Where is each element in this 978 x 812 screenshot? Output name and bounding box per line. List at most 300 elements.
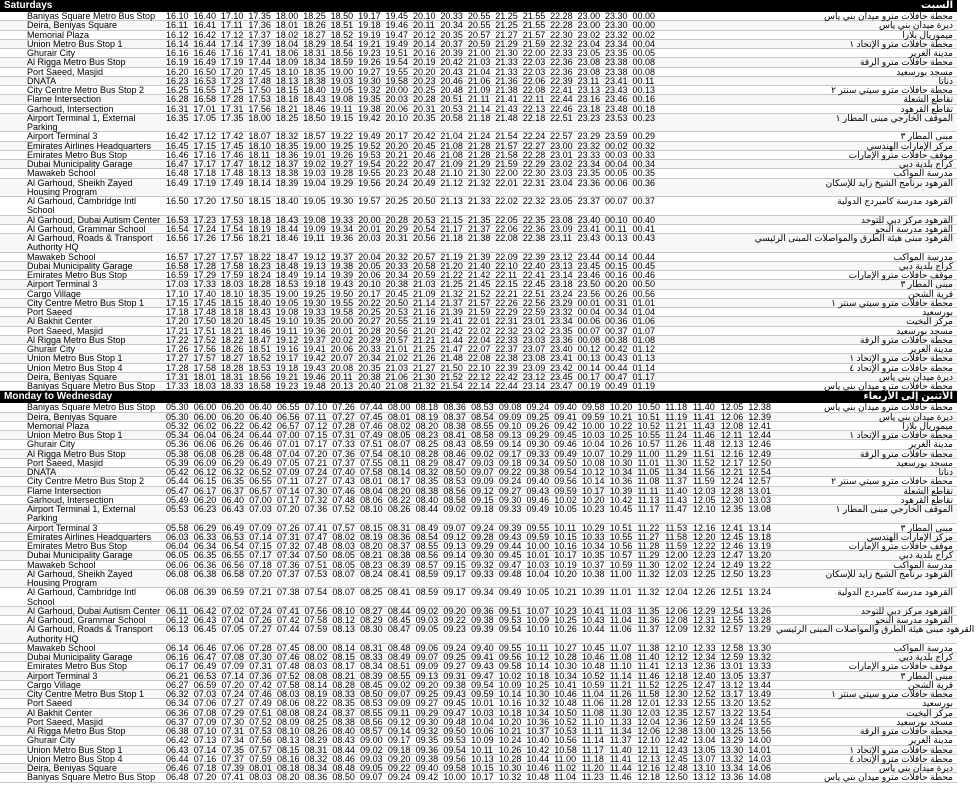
departure-time: 19.42	[358, 112, 381, 123]
departure-time: 07.29	[221, 707, 244, 718]
departure-time: 09.54	[554, 467, 577, 477]
departure-time: 09.29	[526, 430, 550, 440]
departure-time: 10.25	[609, 430, 633, 440]
departure-time: 07.39	[221, 763, 244, 773]
departure-times	[166, 151, 660, 159]
departure-time: 21.18	[440, 233, 463, 243]
departure-time: 11.36	[637, 615, 660, 625]
departure-time: 00.44	[605, 362, 628, 373]
departure-time: 18.27	[220, 353, 244, 364]
departure-time: 18.25	[275, 112, 299, 123]
departure-time: 18.35	[275, 140, 299, 151]
departure-time: 16.45	[166, 140, 189, 151]
departure-time: 19.27	[330, 159, 354, 169]
departure-time: 11.18	[582, 753, 604, 764]
departure-time: 07.36	[249, 670, 272, 681]
departure-time: 11.02	[554, 763, 577, 773]
departure-time: 16.59	[166, 270, 189, 280]
departure-time: 18.38	[275, 168, 299, 179]
departure-time: 12.55	[720, 615, 744, 625]
departure-time: 00.13	[577, 353, 601, 364]
departure-time: 10.19	[554, 559, 577, 570]
departure-time: 05.42	[166, 467, 189, 477]
departure-time: 23.45	[577, 260, 601, 271]
departure-time: 11.07	[609, 642, 632, 653]
departure-time: 22.44	[495, 381, 518, 391]
departure-time: 11.26	[665, 439, 688, 450]
departure-time: 10.52	[637, 420, 661, 431]
departure-time: 16.57	[166, 251, 189, 262]
departure-times	[166, 169, 660, 177]
departure-time: 11.40	[637, 652, 660, 662]
departure-time: 09.45	[443, 698, 466, 709]
departure-time: 12.36	[692, 661, 716, 672]
departure-time: 19.36	[330, 233, 354, 243]
departure-time: 23.34	[605, 38, 628, 49]
stop-name: Airport Terminal 3	[27, 279, 98, 290]
stop-name: Port Saeed, Masjid	[27, 66, 104, 77]
departure-time: 11.32	[637, 587, 660, 598]
departure-time: 21.00	[467, 48, 491, 58]
departure-time: 09.29	[471, 541, 494, 551]
departure-time: 20.32	[385, 251, 409, 262]
departure-time: 23.48	[605, 103, 628, 114]
departure-time: 08.44	[415, 504, 439, 514]
departure-time: 10.14	[498, 689, 522, 699]
departure-time: 07.41	[221, 772, 244, 783]
departure-time: 19.21	[275, 371, 299, 382]
departure-time: 19.30	[330, 196, 354, 206]
departure-time: 17.35	[248, 11, 271, 21]
stop-name-arabic: ميموريال بلازا	[902, 420, 953, 431]
departure-times	[166, 533, 776, 541]
departure-time: 18.09	[275, 57, 299, 68]
departure-time: 21.48	[440, 353, 463, 364]
departure-time: 21.45	[467, 279, 491, 290]
departure-time: 09.26	[526, 420, 550, 431]
departure-time: 23.32	[550, 307, 573, 317]
departure-time: 06.34	[193, 541, 217, 551]
departure-time: 10.17	[582, 485, 605, 496]
departure-time: 09.25	[415, 689, 439, 699]
departure-time: 13.55	[748, 716, 771, 727]
departure-time: 10.43	[582, 615, 605, 625]
departure-time: 00.37	[605, 325, 628, 336]
departure-time: 22.45	[522, 279, 546, 290]
departure-time: 07.09	[249, 522, 272, 533]
departure-time: 09.38	[415, 753, 439, 764]
departure-time: 23.14	[522, 381, 546, 391]
departure-time: 19.54	[358, 159, 381, 169]
departure-times	[166, 327, 660, 335]
departure-time: 09.25	[526, 411, 550, 422]
departure-time: 09.47	[471, 670, 494, 681]
stop-name: Memorial Plaza	[27, 29, 90, 40]
departure-time: 10.13	[471, 753, 494, 764]
departure-time: 06.40	[249, 402, 272, 413]
stop-name: Airport Terminal 1, External Parking	[27, 112, 136, 132]
departure-time: 09.58	[582, 402, 605, 413]
departure-time: 12.04	[637, 716, 661, 727]
departure-time: 22.39	[550, 75, 573, 86]
departure-time: 18.47	[275, 251, 299, 262]
departure-time: 08.57	[360, 726, 383, 736]
departure-time: 23.33	[577, 149, 601, 160]
departure-time: 12.59	[692, 716, 716, 727]
departure-time: 21.04	[440, 131, 463, 142]
departure-time: 21.40	[467, 260, 491, 271]
departure-time: 08.37	[443, 411, 466, 422]
departure-time: 12.17	[720, 457, 744, 468]
departure-time: 08.55	[360, 707, 383, 718]
departure-time: 18.03	[193, 381, 216, 391]
departure-time: 09.20	[443, 605, 466, 616]
departure-time: 13.54	[748, 707, 771, 718]
departure-time: 06.49	[249, 457, 272, 468]
timetable-section	[0, 0, 957, 391]
departure-time: 20.21	[385, 149, 409, 160]
departure-time: 07.30	[249, 652, 272, 662]
departure-time: 00.47	[605, 371, 628, 382]
departure-time: 11.44	[609, 763, 632, 773]
departure-time: 14.03	[748, 753, 771, 764]
departure-time: 07.20	[221, 679, 244, 690]
departure-time: 07.10	[304, 402, 328, 413]
departure-time: 23.29	[577, 131, 601, 142]
departure-time: 12.13	[665, 661, 688, 672]
section-title: Monday to Wednesday	[4, 391, 113, 403]
departure-time: 17.15	[193, 140, 216, 151]
departure-time: 09.20	[387, 753, 411, 764]
departure-time: 23.30	[605, 11, 628, 21]
departure-time: 13.10	[692, 763, 716, 773]
departure-time: 07.55	[360, 457, 383, 468]
departure-time: 18.43	[303, 94, 326, 105]
departure-time: 10.56	[554, 735, 577, 746]
departure-time: 18.35	[248, 288, 271, 299]
departure-time: 12.45	[665, 753, 688, 764]
departure-time: 01.13	[632, 353, 655, 364]
stop-name-arabic: القرهود مبنى هيئة الطرق والمواصلات المبنى الرئيسي	[754, 233, 953, 243]
departure-time: 12.03	[637, 707, 661, 718]
departure-time: 11.33	[609, 716, 632, 727]
departure-time: 13.34	[720, 763, 744, 773]
departure-time: 12.30	[665, 689, 688, 699]
departure-time: 01.12	[632, 344, 655, 354]
departure-time: 12.57	[720, 624, 744, 635]
departure-time: 20.00	[330, 316, 354, 327]
departure-time: 18.53	[275, 279, 299, 290]
departure-time: 11.37	[637, 624, 660, 635]
departure-time: 13.32	[720, 753, 744, 764]
departure-time: 16.56	[166, 233, 189, 243]
departure-time: 21.02	[385, 353, 409, 364]
departure-time: 06.53	[193, 670, 217, 681]
departure-time: 10.11	[471, 744, 493, 755]
departure-time: 23.05	[577, 48, 601, 58]
departure-time: 19.17	[358, 11, 381, 21]
departure-time: 19.49	[385, 38, 409, 49]
departure-time: 11.29	[637, 550, 660, 561]
stop-name: Mawakeb School	[27, 168, 96, 179]
departure-time: 11.41	[692, 411, 715, 422]
departure-time: 08.20	[415, 420, 439, 431]
departure-time: 21.25	[440, 279, 463, 290]
departure-time: 11.46	[637, 670, 660, 681]
stop-name-arabic: ديرة ميدان بني ياس	[878, 763, 953, 773]
departure-time: 18.46	[248, 325, 271, 336]
departure-time: 06.56	[221, 559, 244, 570]
departure-time: 11.34	[609, 726, 632, 736]
departure-time: 07.28	[249, 642, 272, 653]
departure-time: 19.55	[358, 168, 381, 179]
departure-time: 21.54	[440, 381, 463, 391]
departure-time: 00.03	[605, 149, 628, 160]
departure-time: 07.43	[332, 476, 355, 487]
departure-time: 00.15	[605, 260, 628, 271]
departure-time: 06.12	[193, 467, 217, 477]
departure-time: 18.32	[275, 131, 299, 142]
departure-time: 08.46	[332, 753, 355, 764]
departure-time: 22.15	[495, 279, 518, 290]
stop-name: Airport Terminal 3	[27, 522, 98, 533]
departure-time: 13.56	[748, 726, 771, 736]
departure-time: 08.41	[387, 587, 411, 598]
departure-time: 19.30	[303, 297, 326, 308]
departure-time: 22.36	[550, 57, 573, 68]
departure-time: 07.20	[304, 448, 328, 459]
departure-times	[166, 317, 660, 325]
departure-time: 19.46	[385, 20, 409, 31]
stop-name-arabic: مبنى المطار ٣	[900, 522, 953, 533]
departure-time: 19.08	[275, 307, 299, 317]
departure-time: 06.12	[166, 615, 189, 625]
stop-name: DNATA	[27, 75, 57, 86]
departure-time: 09.47	[498, 559, 522, 570]
departure-time: 09.36	[415, 744, 439, 755]
departure-time: 11.10	[609, 661, 632, 672]
departure-time: 20.35	[358, 362, 381, 373]
departure-time: 21.17	[440, 223, 463, 234]
stop-name: Union Metro Bus Stop 1	[27, 430, 123, 440]
departure-time: 18.10	[220, 288, 244, 299]
departure-times	[166, 459, 776, 467]
departure-time: 17.45	[193, 297, 216, 308]
departure-time: 08.33	[360, 652, 383, 662]
departure-time: 19.00	[275, 288, 299, 299]
stop-name-arabic: مركز البخيت	[906, 316, 953, 327]
departure-time: 21.57	[495, 140, 518, 151]
departure-time: 12.50	[665, 772, 688, 783]
departure-time: 21.06	[385, 371, 409, 382]
departure-time: 12.52	[692, 689, 716, 699]
departure-time: 17.53	[220, 214, 244, 225]
departure-time: 10.45	[609, 504, 633, 514]
stop-name-arabic: تقاطع القرهود	[900, 494, 953, 505]
departure-time: 20.39	[440, 48, 463, 58]
stop-name: Al Rigga Metro Bus Stop	[27, 334, 126, 345]
departure-time: 18.53	[248, 362, 271, 373]
departure-time: 17.28	[193, 260, 216, 271]
departure-time: 12.47	[692, 679, 716, 690]
stop-name-arabic: مدرسة المواكب	[893, 251, 953, 262]
departure-time: 16.46	[166, 149, 189, 160]
stop-name-arabic: بورسعيد	[922, 307, 953, 317]
departure-time: 23.43	[605, 85, 628, 95]
departure-time: 16.42	[193, 29, 216, 40]
departure-time: 22.39	[522, 251, 546, 262]
departure-time: 21.09	[412, 288, 436, 299]
departure-time: 19.26	[330, 149, 354, 160]
departure-time: 17.33	[166, 381, 189, 391]
departure-time: 00.50	[632, 279, 655, 290]
stop-name-arabic: مسجد بورسعيد	[896, 716, 953, 727]
departure-time: 09.30	[498, 494, 522, 505]
departure-time: 12.41	[720, 522, 744, 533]
departure-times	[166, 403, 776, 411]
departure-time: 12.05	[692, 494, 716, 505]
departure-time: 08.01	[249, 763, 272, 773]
departure-time: 06.49	[221, 522, 244, 533]
stop-name-arabic: كراج بلدية دبي	[898, 260, 953, 271]
stop-name: Mawakeb School	[27, 559, 96, 570]
stop-name-arabic: القرهود مركز دبي للتوحد	[860, 214, 953, 225]
departure-time: 07.58	[360, 467, 383, 477]
departure-time: 07.44	[276, 624, 300, 635]
departure-time: 21.16	[412, 307, 436, 317]
stop-name: Al Garhoud, Cambridge Intl School	[27, 196, 137, 216]
departure-time: 06.24	[221, 430, 244, 440]
departure-time: 11.24	[665, 430, 688, 440]
departure-times	[166, 487, 776, 495]
departure-time: 19.12	[275, 334, 299, 345]
departure-time: 09.40	[471, 642, 494, 653]
departure-time: 09.36	[471, 605, 494, 616]
departure-time: 12.42	[665, 735, 688, 746]
departure-time: 08.54	[471, 411, 494, 422]
departure-time: 10.36	[609, 476, 633, 487]
departure-time: 20.10	[358, 279, 381, 290]
stop-name-arabic: كراج بلدية دبي	[898, 550, 953, 561]
departure-time: 12.16	[637, 763, 661, 773]
departure-time: 19.54	[385, 57, 409, 68]
stop-name-arabic: ميموريال بلازا	[902, 29, 953, 40]
departure-time: 08.04	[360, 485, 383, 496]
departure-time: 12.46	[720, 541, 744, 551]
departure-time: 18.36	[275, 149, 299, 160]
stop-name: Cargo Village	[27, 679, 81, 690]
departure-time: 09.59	[471, 689, 494, 699]
departure-time: 08.29	[304, 735, 328, 746]
departure-time: 19.36	[303, 325, 326, 336]
departure-time: 18.33	[220, 381, 244, 391]
departure-time: 21.30	[412, 371, 436, 382]
departure-time: 10.28	[498, 753, 522, 764]
departure-time: 19.00	[330, 66, 354, 77]
departure-time: 05.36	[166, 439, 189, 450]
stop-name: City Centre Metro Bus Stop 2	[27, 85, 145, 95]
departure-time: 21.59	[467, 307, 491, 317]
departure-time: 05.47	[166, 485, 189, 496]
departure-time: 07.48	[332, 494, 355, 505]
departure-time: 19.26	[358, 57, 381, 68]
departure-time: 07.18	[193, 763, 217, 773]
departure-time: 00.18	[632, 103, 655, 114]
departure-time: 07.09	[221, 661, 244, 672]
departure-time: 23.44	[577, 251, 601, 262]
departure-time: 17.48	[220, 168, 244, 179]
departure-time: 08.48	[332, 763, 355, 773]
departure-time: 08.17	[387, 476, 411, 487]
departure-time: 00.02	[632, 29, 655, 40]
departure-time: 09.31	[443, 670, 466, 681]
departure-time: 21.36	[495, 75, 518, 86]
departure-time: 20.46	[440, 75, 463, 86]
departure-time: 18.50	[303, 112, 326, 123]
departure-time: 19.32	[358, 85, 381, 95]
departure-time: 20.23	[385, 168, 409, 179]
departure-time: 06.52	[249, 467, 272, 477]
departure-time: 06.53	[221, 531, 244, 542]
departure-time: 09.02	[443, 504, 466, 514]
departure-time: 12.06	[720, 411, 744, 422]
stop-name-arabic: ديرة ميدان بني ياس	[878, 411, 953, 422]
departure-time: 00.20	[605, 279, 628, 290]
departure-time: 08.10	[276, 726, 300, 736]
departure-time: 18.10	[248, 140, 271, 151]
departure-time: 09.22	[498, 467, 522, 477]
departure-time: 11.11	[637, 485, 659, 496]
departure-time: 12.58	[720, 642, 744, 653]
departure-time: 12.32	[692, 624, 716, 635]
departure-time: 09.59	[582, 411, 605, 422]
departure-time: 09.24	[471, 522, 494, 533]
departure-time: 19.42	[303, 353, 326, 364]
departure-time: 12.24	[692, 559, 716, 570]
stop-name-arabic: محطة حافلات مترو ميدان بني ياس	[824, 11, 953, 21]
departure-times	[166, 413, 776, 421]
departure-time: 01.08	[632, 334, 655, 345]
departure-time: 12.22	[692, 541, 716, 551]
departure-times	[166, 736, 776, 744]
departure-time: 07.46	[276, 652, 300, 662]
departure-time: 16.58	[193, 94, 216, 105]
stop-name: Deira, Beniyas Square	[27, 763, 118, 773]
departure-time: 17.27	[166, 353, 189, 364]
departure-time: 09.30	[471, 550, 494, 561]
departure-time: 18.44	[275, 223, 299, 234]
departure-time: 10.05	[554, 504, 577, 514]
departure-time: 08.53	[471, 402, 494, 413]
departure-time: 07.04	[276, 448, 300, 459]
departure-time: 23.13	[550, 260, 573, 271]
departure-time: 06.32	[166, 689, 189, 699]
departure-time: 19.16	[275, 344, 299, 354]
departure-time: 00.43	[605, 353, 628, 364]
departure-time: 10.55	[609, 531, 633, 542]
departure-time: 17.25	[220, 85, 244, 95]
departure-time: 10.48	[526, 772, 550, 783]
departure-time: 19.38	[358, 103, 381, 114]
departure-time: 13.32	[748, 652, 771, 662]
departure-time: 20.55	[385, 316, 409, 327]
departure-time: 11.58	[665, 531, 688, 542]
departure-times	[166, 336, 660, 344]
stop-name-arabic: محطة حافلات مترو الإتحاد ١	[849, 430, 953, 440]
departure-time: 22.42	[495, 371, 518, 382]
departure-time: 20.56	[385, 325, 409, 336]
departure-time: 06.46	[193, 642, 217, 653]
